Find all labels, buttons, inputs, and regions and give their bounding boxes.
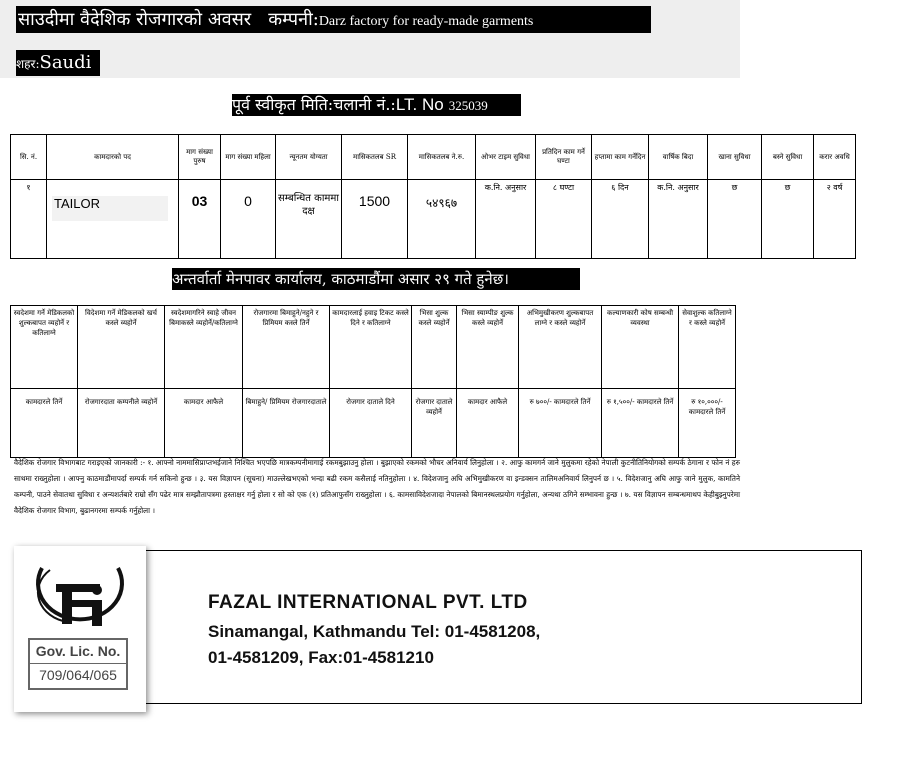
notice-text: वैदेशिक रोजगार विभागबाट गराइएको जानकारी :- १. आफ्नो नाममासिप्राप्तभईजाने निश्चित भएपछि मात्रकम्पनीमागाई रकमबुझाउनु होला । बुझाएको रकमको भौचर अनिवार्य लिनुहोला । २. आफु कामगर्न जाने मुलुकमा रहेको नेपाली कुटनीतिनियोगको सम्पर्क ठेगाना र फोन नं हरु साथमा राख्नुहोला । आफ्नु काठमाडौंमापर्दा सम्पर्क गर्न सकिनो हुन्छ । ३. यस विज्ञापन (सूचना) माउल्लेखभएको भन्दा बढी रकम कसैलाई नतिनुहोला । ४. विदेशजानु अघि अभिमुखीकरण वा इन्डक्सन तालिमअनिवार्य लिनुपर्न छ । ५. विदेशजानु अघि आफु जाने मुलुक, कामतिने कम्पनी, पाउने सेवातथा सुविधा र अन्यशर्तबारे राम्रो सँग पढेर मात्र सम्झौतापत्रमा हस्ताक्षर गर्नु होला र सो को एक (१) प्रतिआफुसँग राख्नुहोला । ६. कामसाविदेशजादा नेपालको बिमानस्थलप्रयोग गर्नुहोला, अन्यथा ठगिने सम्भावना हुन्छ । ७. यस विज्ञापन सम्बन्धमाथप केहीबुझ्नुपरेमा वैदेशिक रोजगार विभाग, बुढानगरमा सम्पर्क गर्नुहोला । [14, 458, 740, 515]
header-cell: सि. नं. [11, 135, 47, 180]
sn-cell: १ [11, 180, 47, 259]
value-cell: बिमाहुने/ प्रिमियम रोजगारदाताले [243, 389, 330, 458]
license-label [28, 638, 128, 690]
fees-header-row [11, 306, 736, 389]
value-cell: रु १०,०००/- कामदारले तिर्ने [679, 389, 736, 458]
header-cell: ओभर टाइम सुविधा [476, 135, 536, 180]
header-cell: करार अवधि [814, 135, 856, 180]
header-cell: माग संख्या पुरुष [179, 135, 221, 180]
salary-npr-cell: ५४९६७ [408, 180, 476, 259]
overtime-cell: क.नि. अनुसार [476, 180, 536, 259]
header-cell: वार्षिक बिदा [649, 135, 708, 180]
value-cell: कामदारले तिर्ने [11, 389, 78, 458]
value-cell: रु ७००/- कामदारले तिर्ने [519, 389, 602, 458]
header-cell: खाना सुविधा [708, 135, 762, 180]
header-cell: प्रतिदिन काम गर्ने घण्टा [536, 135, 592, 180]
header-cell: मासिकतलब ने.रु. [408, 135, 476, 180]
header-cell: कल्याणकारी कोष सम्बन्धी व्यवस्था [602, 306, 679, 389]
annual-leave-cell: क.नि. अनुसार [649, 180, 708, 259]
food-cell: छ [708, 180, 762, 259]
male-count-cell: 03 [179, 180, 221, 259]
header-cell: कामदारलाई हवाइ टिकट कस्ले दिने र कतिलाग्ने [330, 306, 412, 389]
value-cell: रोजगार दाताले दिने [330, 389, 412, 458]
fi-logo-icon [28, 560, 132, 634]
agency-logo [14, 546, 146, 712]
table-row [11, 389, 736, 458]
header-cell: स्वदेशमागरिने स्वाहे जीवन बिमाकस्ले व्यहोर्ने/कतिलाग्ने [165, 306, 243, 389]
city-label: शहर: [16, 57, 40, 71]
interview-notice: अन्तर्वार्ता मेनपावर कार्यालय, काठमाडौंमा असार २९ गते हुनेछ। [172, 268, 580, 290]
header-cell: अभिमुखीकरण शुल्कबापत लाग्ने र कस्ले व्यहोर्ने [519, 306, 602, 389]
company-name: Darz factory for ready-made garments [318, 14, 534, 29]
header-cell: बस्ने सुविधा [762, 135, 814, 180]
lt-no-label: LT. No [395, 95, 444, 114]
header-cell: विदेशमा गर्ने मेडिकलको खर्च कस्ले व्यहोर्ने [78, 306, 165, 389]
hours-cell: ८ घण्टा [536, 180, 592, 259]
city-bar [16, 50, 100, 76]
value-cell: कामदार आफैले [457, 389, 519, 458]
agency-address-line1: Sinamangal, Kathmandu Tel: 01-4581208, [208, 622, 541, 641]
jobs-table [10, 134, 856, 259]
header-cell: माग संख्या महिला [221, 135, 276, 180]
header-cell: भिसा स्याम्पीङ शुल्क कस्ले व्यहोर्ने [457, 306, 519, 389]
approval-label: पूर्व स्वीकृत मिति:चलानी नं.: [232, 95, 396, 114]
position-cell [47, 180, 179, 259]
title-bar [16, 6, 651, 33]
fees-table [10, 305, 736, 458]
value-cell: रोजगार दाताले व्यहोर्ने [412, 389, 457, 458]
days-cell: ६ दिन [592, 180, 649, 259]
page-title: साउदीमा वैदेशिक रोजगारको अवसर [18, 9, 252, 30]
approval-bar [232, 94, 521, 116]
header-cell: भिसा शुल्क कस्ले व्यहोर्ने [412, 306, 457, 389]
header-cell: सेवाशुल्क कतिलाग्ने र कस्ले व्यहोर्ने [679, 306, 736, 389]
accommodation-cell: छ [762, 180, 814, 259]
value-cell: कामदार आफैले [165, 389, 243, 458]
agency-address-line2: 01-4581209, Fax:01-4581210 [208, 648, 434, 667]
jobs-header-row [11, 135, 856, 180]
license-number: 709/064/065 [39, 667, 117, 683]
lt-no-value: 325039 [448, 98, 488, 113]
contract-cell: २ वर्ष [814, 180, 856, 259]
header-cell: मासिकतलब SR [342, 135, 408, 180]
company-label: कम्पनी: [268, 9, 319, 30]
header-cell: न्यूनतम योग्यता [276, 135, 342, 180]
female-count-cell: 0 [221, 180, 276, 259]
header-cell: हप्तामा काम गर्नेदिन [592, 135, 649, 180]
value-cell: रोजगारदाता कम्पनीले व्यहोर्ने [78, 389, 165, 458]
header-cell: कामदारको पद [47, 135, 179, 180]
header-cell: स्वदेशमा गर्ने मेडिकलको शुल्कबापत व्यहोर्ने र कतिलाग्ने [11, 306, 78, 389]
license-title: Gov. Lic. No. [30, 640, 126, 664]
table-row [11, 180, 856, 259]
city-value: Saudi [39, 52, 92, 73]
qualification-cell: सम्बन्धित काममा दक्ष [276, 180, 342, 259]
value-cell: रु १,५००/- कामदारले तिर्ने [602, 389, 679, 458]
header-cell: रोजगारमा बिमाहुने/नहुने र प्रिमियम कस्ले तिर्ने [243, 306, 330, 389]
agency-name: FAZAL INTERNATIONAL PVT. LTD [208, 592, 528, 613]
salary-sr-cell: 1500 [342, 180, 408, 259]
position-value: TAILOR [52, 196, 168, 221]
